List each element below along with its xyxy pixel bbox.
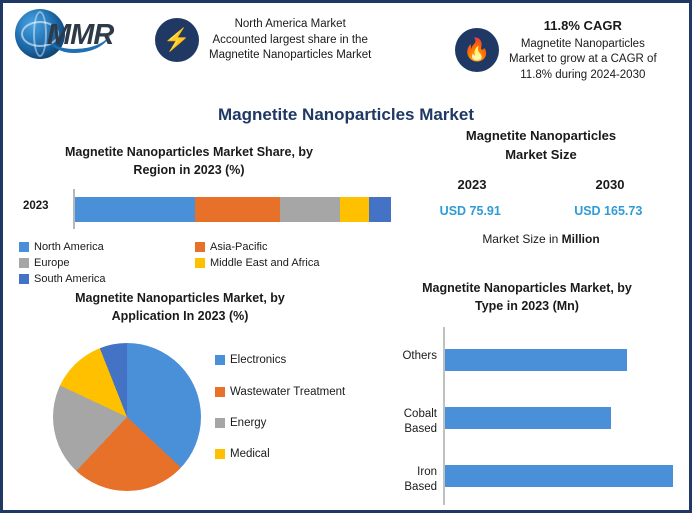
type-label-others-line1: Others xyxy=(402,350,437,363)
type-chart-title-line1: Magnetite Nanoparticles Market, by xyxy=(422,281,632,295)
legend-swatch-wastewater-treatment xyxy=(215,387,225,397)
legend-label-north-america: North America xyxy=(34,241,104,254)
type-label-cobalt-based xyxy=(377,407,437,436)
type-label-cobalt-based-line1: Cobalt xyxy=(403,408,437,421)
market-size-unit-bold: Million xyxy=(561,231,600,246)
legend-item xyxy=(215,353,365,367)
header-callout-right xyxy=(455,17,687,83)
region-segment-north-america xyxy=(75,197,195,222)
type-bar-row xyxy=(377,341,677,397)
type-label-cobalt-based-line2: Based xyxy=(404,422,437,435)
legend-label-energy: Energy xyxy=(230,417,267,429)
region-segment-europe xyxy=(280,197,340,222)
region-segment-south-america xyxy=(369,197,391,222)
legend-swatch-electronics xyxy=(215,355,225,365)
region-chart-plot xyxy=(19,189,379,231)
type-label-others xyxy=(377,349,437,363)
legend-label-asia-pacific: Asia-Pacific xyxy=(210,241,268,254)
market-size-panel xyxy=(403,127,679,246)
market-size-years xyxy=(403,177,679,192)
legend-swatch-south-america xyxy=(19,274,29,284)
application-chart-title xyxy=(15,289,345,325)
legend-swatch-medical xyxy=(215,449,225,459)
flame-badge xyxy=(455,28,499,72)
market-size-title-line2: Market Size xyxy=(505,146,577,162)
application-chart-title-line1: Magnetite Nanoparticles Market, by xyxy=(75,291,285,305)
header-callout-left xyxy=(155,17,435,64)
header-callout-left-text xyxy=(209,17,371,64)
legend-item xyxy=(19,273,371,285)
callout-left-line-3: Magnetite Nanoparticles Market xyxy=(209,49,372,62)
legend-swatch-energy xyxy=(215,418,225,428)
callout-left-line-1: North America Market xyxy=(234,18,346,30)
legend-label-wastewater-treatment: Wastewater Treatment xyxy=(230,385,346,398)
type-bar-others xyxy=(445,349,627,371)
legend-item xyxy=(195,241,371,253)
legend-label-europe: Europe xyxy=(34,257,70,270)
market-size-title-line1: Magnetite Nanoparticles xyxy=(465,128,617,143)
legend-item xyxy=(195,257,371,269)
region-stacked-bar xyxy=(75,197,391,222)
legend-label-medical: Medical xyxy=(230,448,270,461)
legend-item xyxy=(215,416,365,430)
market-size-year-2030: 2030 xyxy=(595,176,625,192)
legend-item xyxy=(19,241,195,253)
market-size-values xyxy=(403,204,679,218)
market-size-unit-prefix: Market Size in xyxy=(482,231,562,246)
legend-swatch-middle-east-africa xyxy=(195,258,205,268)
type-chart-plot xyxy=(377,327,683,507)
callout-right-line-2: Market to grow at a CAGR of xyxy=(509,53,657,66)
region-category-label: 2023 xyxy=(23,200,49,213)
region-segment-middle-east-africa xyxy=(340,197,368,222)
header xyxy=(3,3,689,91)
legend-swatch-asia-pacific xyxy=(195,242,205,252)
legend-swatch-europe xyxy=(19,258,29,268)
type-label-iron-based-line1: Iron xyxy=(417,466,437,479)
application-chart-plot xyxy=(15,337,373,507)
legend-label-south-america: South America xyxy=(34,273,106,286)
callout-left-line-2: Accounted largest share in the xyxy=(212,33,368,46)
legend-label-electronics: Electronics xyxy=(230,354,287,367)
market-size-value-2030: USD 165.73 xyxy=(574,203,643,218)
type-label-iron-based-line2: Based xyxy=(404,480,437,493)
page-title: Magnetite Nanoparticles Market xyxy=(217,105,474,124)
flame-icon: 🔥 xyxy=(463,37,491,63)
market-size-title xyxy=(403,127,679,165)
market-size-year-2023: 2023 xyxy=(457,176,487,192)
type-chart-title-line2: Type in 2023 (Mn) xyxy=(475,299,579,314)
type-bar-iron-based xyxy=(445,465,673,487)
callout-right-line-3: 11.8% during 2024-2030 xyxy=(520,68,646,81)
type-market-chart xyxy=(377,279,683,507)
legend-item xyxy=(19,257,195,269)
brand-logo xyxy=(11,7,143,65)
region-chart-title xyxy=(19,143,359,179)
region-chart-title-line2: Region in 2023 (%) xyxy=(133,163,245,178)
region-share-chart xyxy=(19,143,379,289)
market-size-unit xyxy=(403,232,679,246)
brand-name: MMR xyxy=(47,19,114,51)
application-chart-legend xyxy=(215,353,365,479)
header-callout-right-text xyxy=(509,17,657,83)
cagr-headline: 11.8% CAGR xyxy=(543,18,622,33)
type-bar-cobalt-based xyxy=(445,407,611,429)
application-share-chart xyxy=(15,289,373,507)
lightning-bolt-icon: ⚡ xyxy=(163,27,191,53)
lightning-bolt-badge xyxy=(155,18,199,62)
region-chart-legend xyxy=(19,241,371,289)
legend-label-middle-east-africa: Middle East and Africa xyxy=(210,257,320,270)
legend-item xyxy=(215,385,365,399)
legend-swatch-north-america xyxy=(19,242,29,252)
region-chart-title-line1: Magnetite Nanoparticles Market Share, by xyxy=(65,145,313,159)
region-segment-asia-pacific xyxy=(195,197,280,222)
callout-right-line-1: Magnetite Nanoparticles xyxy=(520,37,645,50)
type-label-iron-based xyxy=(377,465,437,494)
type-bar-row xyxy=(377,457,677,513)
application-chart-title-line2: Application In 2023 (%) xyxy=(111,309,249,324)
type-chart-title xyxy=(377,279,677,315)
type-bar-row xyxy=(377,399,677,455)
pie-graphic xyxy=(53,343,201,491)
market-size-value-2023: USD 75.91 xyxy=(439,203,501,218)
legend-item xyxy=(215,447,365,461)
